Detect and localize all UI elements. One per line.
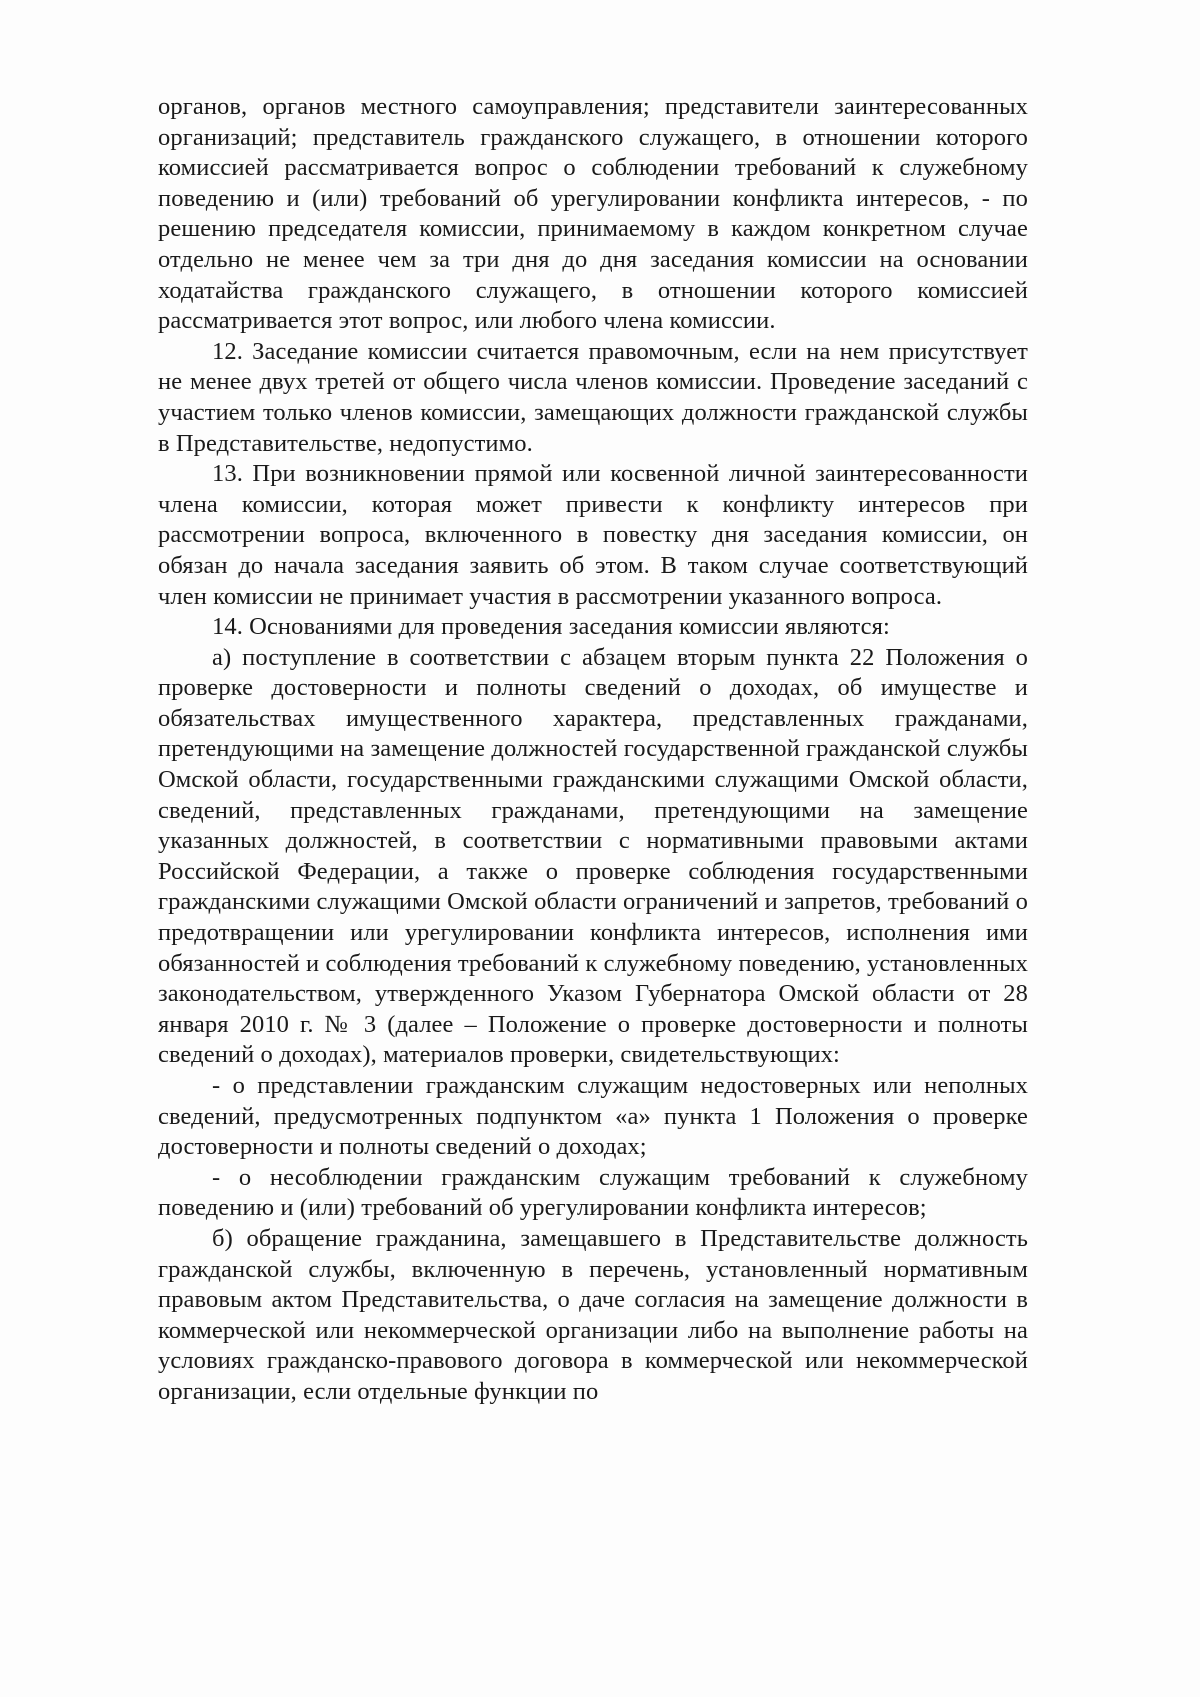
paragraph-dash-2: - о несоблюдении гражданским служащим требований к служебному поведению и (или) требований об урегулировании конфликта интересов; bbox=[158, 1163, 1028, 1222]
paragraph-item-12: 12. Заседание комиссии считается правомочным, если на нем присутствует не менее двух третей от общего числа членов комиссии. Проведение заседаний с участием только членов комиссии, замещающих должности гражданской службы в Представительстве, недопустимо. bbox=[158, 337, 1028, 457]
document-body bbox=[158, 92, 1028, 1408]
paragraph-subitem-b: б) обращение гражданина, замещавшего в Представительстве должность гражданской службы, включенную в перечень, установленный нормативным правовым актом Представительства, о даче согласия на замещение должности в коммерческой или некоммерческой организации либо на выполнение работы на условиях гражданско-правового договора в коммерческой или некоммерческой организации, если отдельные функции по bbox=[158, 1224, 1028, 1405]
paragraph-subitem-a: а) поступление в соответствии с абзацем вторым пункта 22 Положения о проверке достоверности и полноты сведений о доходах, об имуществе и обязательствах имущественного характера, представленных гражданами, претендующими на замещение должностей государственной гражданской службы Омской области, государственными гражданскими служащими Омской области, сведений, представленных гражданами, претендующими на замещение указанных должностей, в соответствии с нормативными правовыми актами Российской Федерации, а также о проверке соблюдения государственными гражданскими служащими Омской области ограничений и запретов, требований о предотвращении или урегулировании конфликта интересов, исполнения ими обязанностей и соблюдения требований к служебному поведению, установленных законодательством, утвержденного Указом Губернатора Омской области от 28 января 2010 г. № 3 (далее – Положение о проверке достоверности и полноты сведений о доходах), материалов проверки, свидетельствующих: bbox=[158, 643, 1028, 1069]
paragraph-dash-1: - о представлении гражданским служащим недостоверных или неполных сведений, предусмотренных подпунктом «а» пункта 1 Положения о проверке достоверности и полноты сведений о доходах; bbox=[158, 1072, 1028, 1161]
paragraph-item-13: 13. При возникновении прямой или косвенной личной заинтересованности члена комиссии, которая может привести к конфликту интересов при рассмотрении вопроса, включенного в повестку дня заседания комиссии, он обязан до начала заседания заявить об этом. В таком случае соответствующий член комиссии не принимает участия в рассмотрении указанного вопроса. bbox=[158, 460, 1028, 610]
paragraph-continuation: органов, органов местного самоуправления; представители заинтересованных организаций; представитель гражданского служащего, в отношении которого комиссией рассматривается вопрос о соблюдении требований к служебному поведению и (или) требований об урегулировании конфликта интересов, - по решению председателя комиссии, принимаемому в каждом конкретном случае отдельно не менее чем за три дня до дня заседания комиссии на основании ходатайства гражданского служащего, в отношении которого комиссией рассматривается этот вопрос, или любого члена комиссии. bbox=[158, 93, 1028, 335]
paragraph-item-14: 14. Основаниями для проведения заседания комиссии являются: bbox=[212, 613, 890, 641]
